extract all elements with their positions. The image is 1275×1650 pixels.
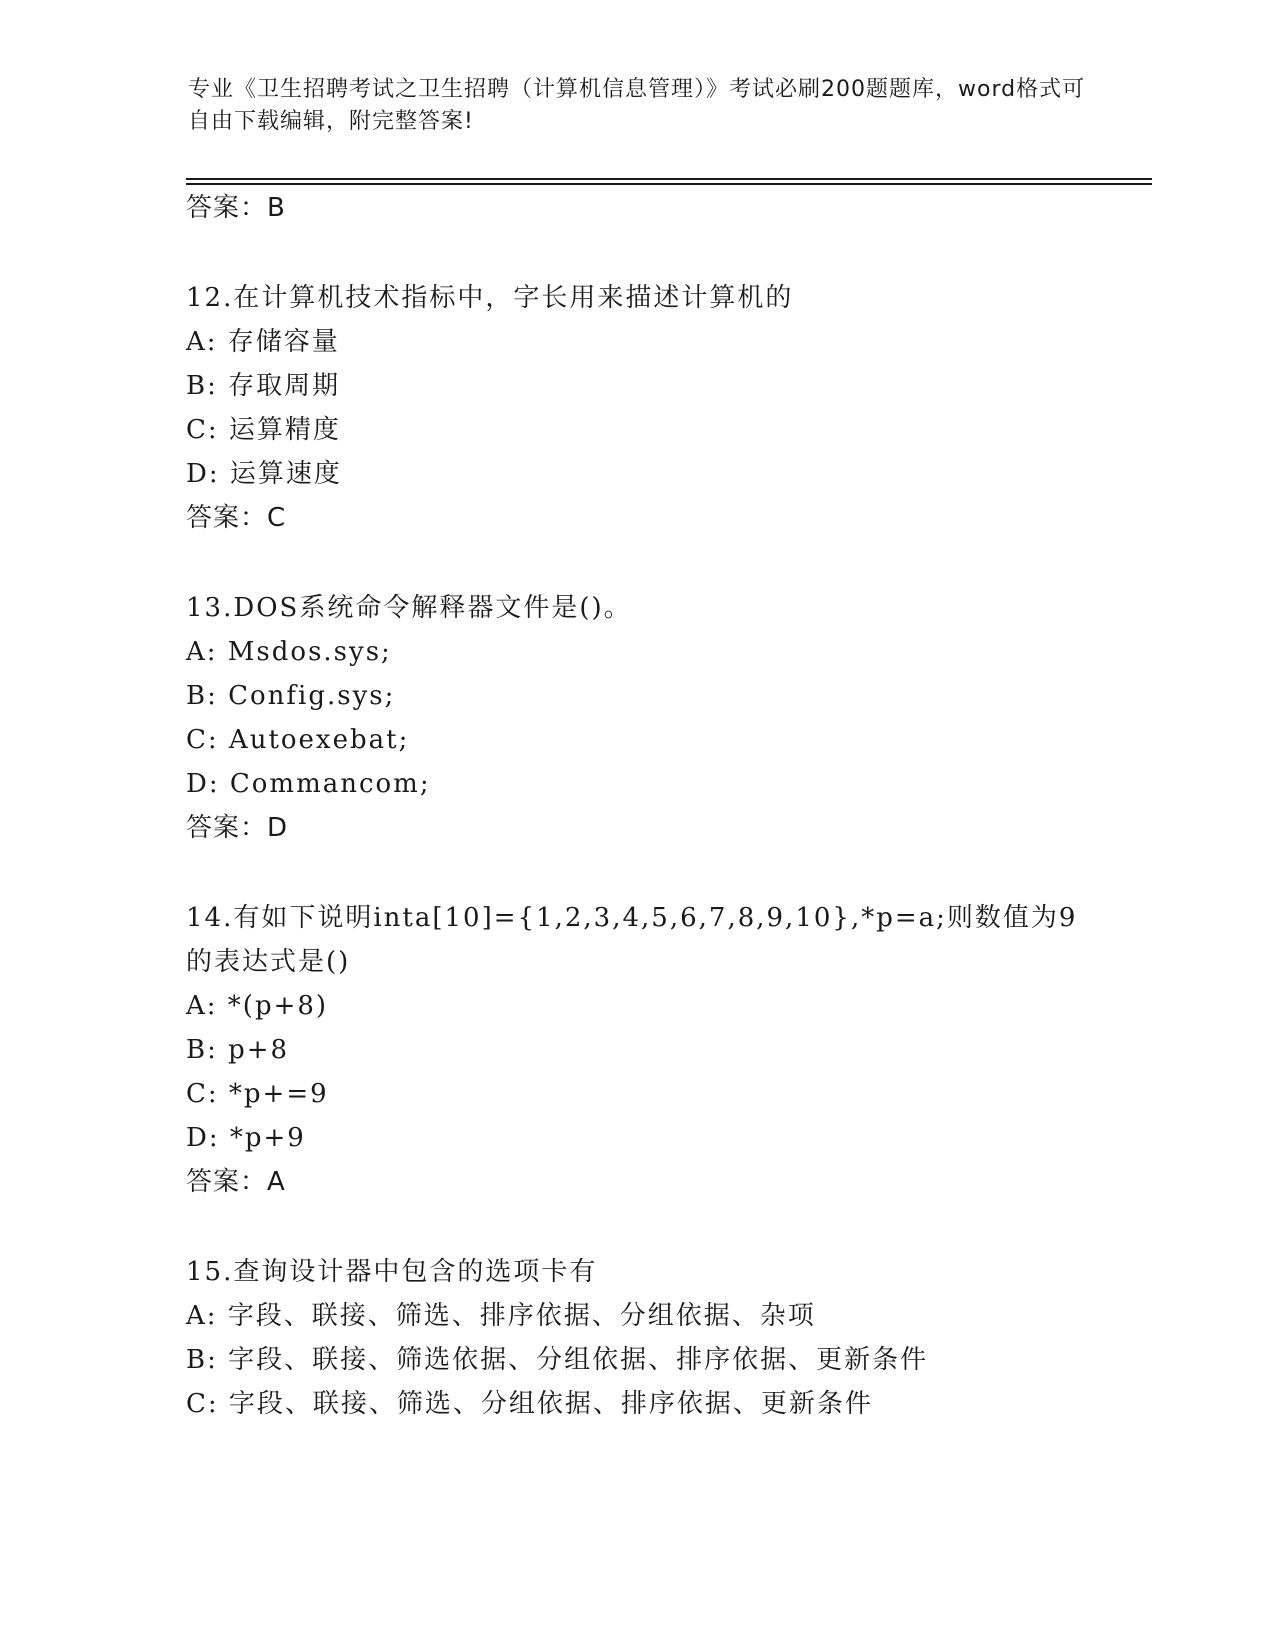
question-13-answer: 答案：D — [186, 813, 289, 843]
question-12-answer: 答案：C — [186, 503, 287, 533]
document-header: 专业《卫生招聘考试之卫生招聘（计算机信息管理）》考试必刷200题题库，word格式可自由下载编辑，附完整答案! — [188, 77, 1086, 134]
question-12-option-d: D: 运算速度 — [186, 459, 342, 489]
question-12-option-b: B: 存取周期 — [186, 371, 341, 401]
question-13-option-a: A: Msdos.sys; — [186, 637, 392, 667]
question-14-stem-line1: 14.有如下说明inta[10]={1,2,3,4,5,6,7,8,9,10},*p=a;则数值为9 — [186, 903, 1078, 933]
question-12-stem: 12.在计算机技术指标中，字长用来描述计算机的 — [186, 283, 794, 313]
question-12-option-a: A: 存储容量 — [186, 327, 340, 357]
question-14-answer: 答案：A — [186, 1167, 286, 1197]
question-12-option-c: C: 运算精度 — [186, 415, 341, 445]
header-divider-bottom — [186, 183, 1152, 185]
question-15-option-a: A: 字段、联接、筛选、排序依据、分组依据、杂项 — [186, 1301, 816, 1331]
question-15-option-b: B: 字段、联接、筛选依据、分组依据、排序依据、更新条件 — [186, 1345, 929, 1375]
header-divider-top — [186, 178, 1152, 180]
question-14-option-b: B: p+8 — [186, 1035, 290, 1065]
question-14-option-a: A: *(p+8) — [186, 991, 329, 1021]
question-13-option-c: C: Autoexebat; — [186, 725, 410, 755]
question-13-option-b: B: Config.sys; — [186, 681, 396, 711]
question-13-option-d: D: Commancom; — [186, 769, 431, 799]
answer-q11: 答案：B — [186, 193, 286, 223]
question-14-option-c: C: *p+=9 — [186, 1079, 329, 1109]
question-15-option-c: C: 字段、联接、筛选、分组依据、排序依据、更新条件 — [186, 1389, 873, 1419]
question-14-option-d: D: *p+9 — [186, 1123, 306, 1153]
question-15-stem: 15.查询设计器中包含的选项卡有 — [186, 1257, 598, 1287]
question-14-stem-line2: 的表达式是() — [186, 947, 351, 977]
question-13-stem: 13.DOS系统命令解释器文件是()。 — [186, 593, 632, 623]
